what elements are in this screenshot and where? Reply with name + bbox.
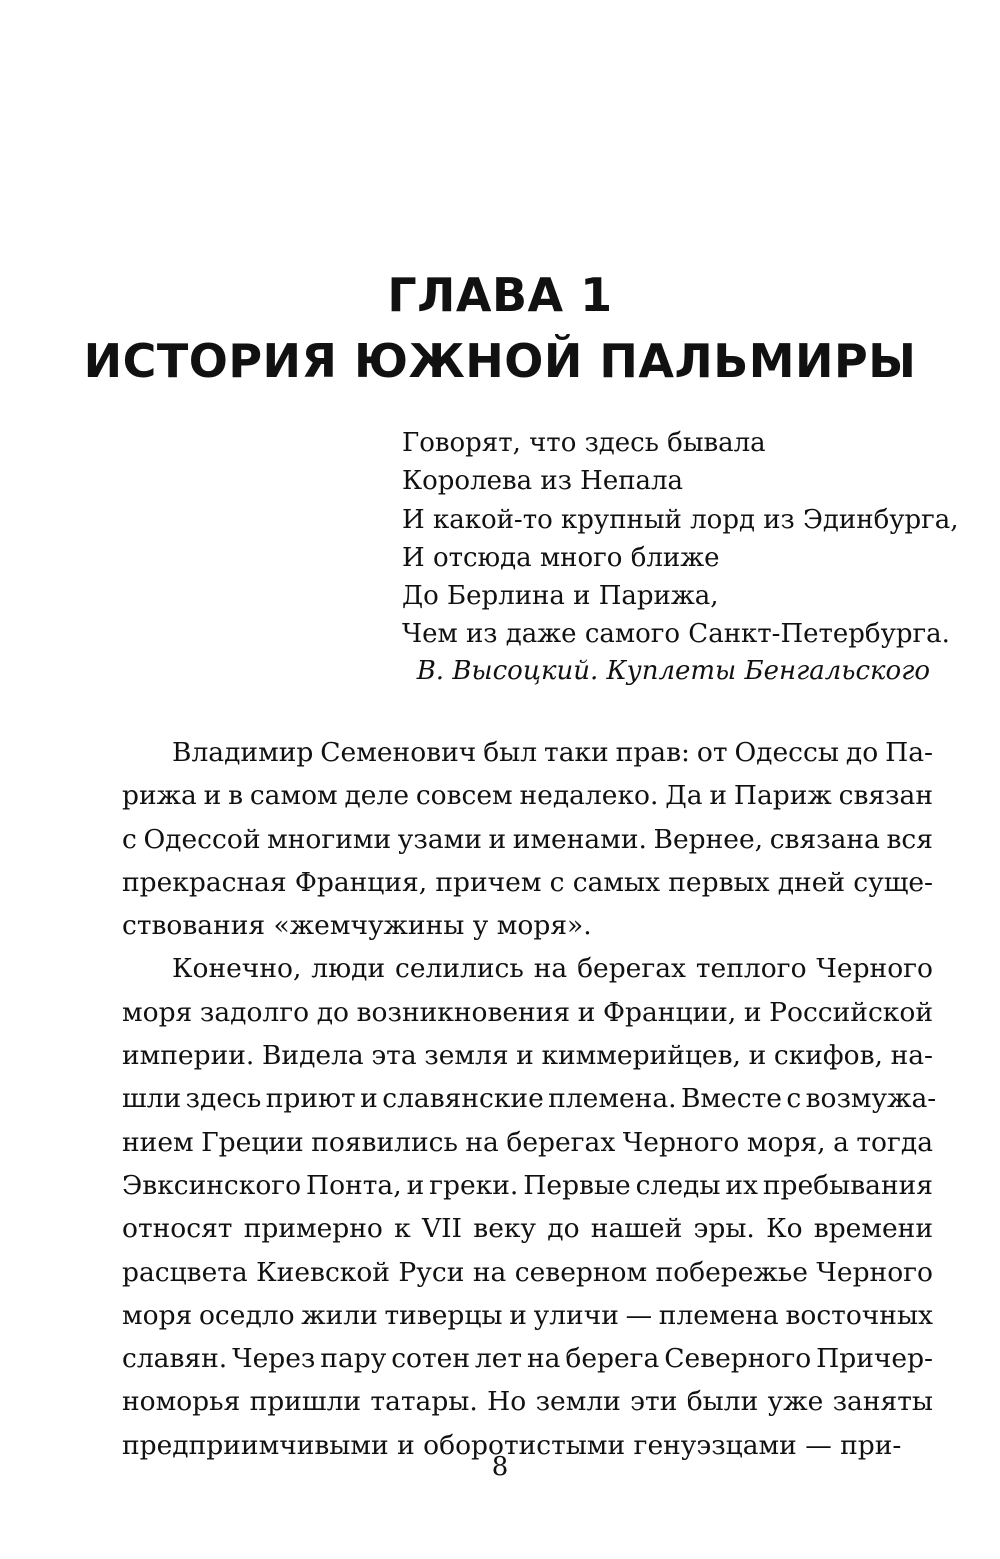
epigraph-line: Говорят, что здесь бывала (402, 428, 766, 458)
text-line: рижа и в самом деле совсем недалеко. Да и Париж связан (122, 780, 933, 812)
text-line: моря оседло жили тиверцы и уличи — племена восточных (122, 1299, 933, 1331)
text-line: с Одессой многими узами и именами. Вернее, связана вся (122, 823, 933, 855)
epigraph-line: И какой-то крупный лорд из Эдинбурга, (402, 504, 959, 535)
paragraph-1 (122, 731, 933, 947)
text-line: расцвета Киевской Руси на северном побережье Черного (122, 1256, 933, 1288)
text-line: номорья пришли татары. Но земли эти были уже заняты (122, 1386, 933, 1418)
text-line: моря задолго до возникновения и Франции, и Российской (122, 996, 933, 1028)
epigraph-line: До Берлина и Парижа, (402, 581, 719, 612)
text-line: прекрасная Франция, причем с самых первых дней суще- (122, 866, 933, 898)
text-line: ствования «жемчужины у моря». (122, 910, 592, 942)
epigraph (402, 424, 962, 686)
text-line: империи. Видела эта земля и киммерийцев, и скифов, на- (122, 1040, 933, 1072)
text-line: предприимчивыми и оборотистыми генуэзцами — при- (122, 1429, 902, 1461)
epigraph-line: Чем из даже самого Санкт-Петербурга. (402, 619, 950, 650)
text-line: славян. Через пару сотен лет на берега Северного Причер- (122, 1343, 933, 1375)
text-line: Владимир Семенович был таки прав: от Одессы до Па- (172, 737, 933, 768)
text-line: шли здесь приют и славянские племена. Вместе с возмужа- (122, 1083, 937, 1115)
chapter-heading (0, 262, 1000, 394)
text-line: относят примерно к VII веку до нашей эры. Ко времени (122, 1213, 933, 1245)
chapter-number: ГЛАВА 1 (387, 268, 613, 322)
text-line: Эвксинского Понта, и греки. Первые следы их пребывания (122, 1169, 933, 1201)
body-text (122, 731, 937, 1467)
epigraph-line: И отсюда много ближе (402, 542, 720, 573)
epigraph-attribution: В. Высоцкий. Куплеты Бенгальского (416, 656, 930, 686)
paragraph-2 (122, 947, 937, 1467)
epigraph-line: Королева из Непала (402, 466, 684, 497)
page-number: 8 (491, 1452, 509, 1482)
text-line: нием Греции появились на берегах Черного моря, а тогда (122, 1126, 933, 1158)
chapter-title: ИСТОРИЯ ЮЖНОЙ ПАЛЬМИРЫ (83, 334, 917, 388)
text-line: Конечно, люди селились на берегах теплого Черного (172, 953, 933, 985)
